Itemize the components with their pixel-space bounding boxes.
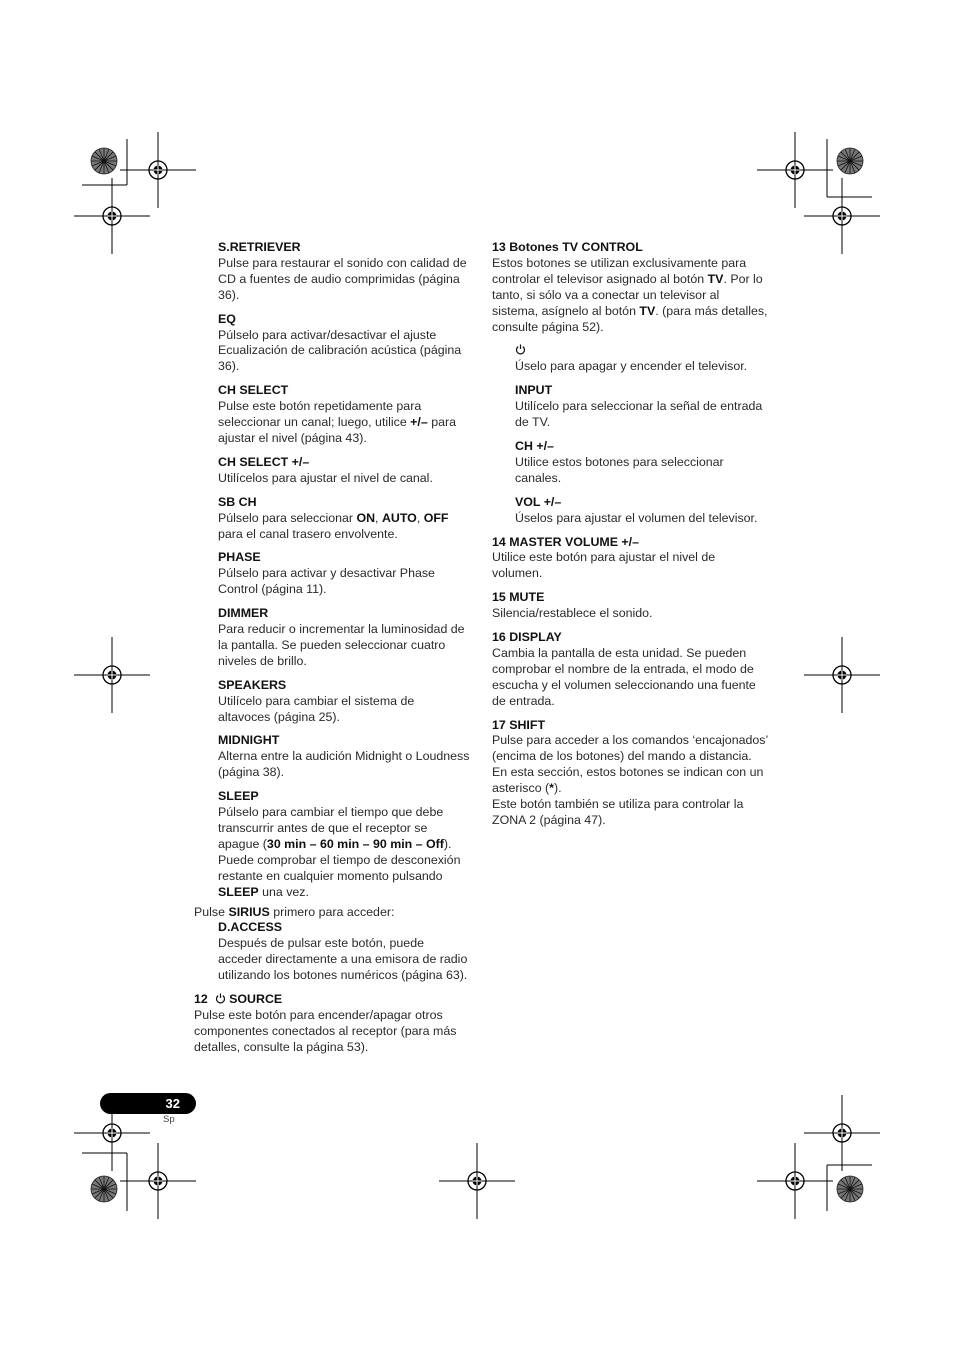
entry-ch-plus-minus (515, 439, 768, 487)
entry-text: Pulse para restaurar el sonido con calidad de CD a fuentes de audio comprimidas (página 36). (218, 255, 467, 302)
entry-title: SB CH (218, 494, 257, 509)
entry-mute (492, 590, 768, 622)
entry-text (218, 399, 470, 447)
entry-master-volume (492, 535, 768, 583)
section-number: 12 (194, 992, 208, 1007)
entry-title: MIDNIGHT (218, 733, 280, 748)
right-column (492, 240, 768, 837)
entry-dimmer (218, 606, 470, 670)
registration-mark (804, 637, 880, 713)
entry-title: CH +/– (515, 438, 554, 453)
entry-title: SPEAKERS (218, 677, 287, 692)
registration-mark (120, 132, 196, 208)
entry-title: INPUT (515, 383, 553, 398)
entry-text (492, 256, 768, 336)
text-segment: . (para más detalles, consulte página 52). (492, 303, 768, 334)
entry-text: Alterna entre la audición Midnight o Loudness (página 38). (218, 749, 470, 780)
entry-text: Úselos para ajustar el volumen del televisor. (515, 510, 758, 525)
text-segment: ). Puede comprobar el tiempo de desconexión restante en cualquier momento pulsando (218, 836, 461, 883)
section-heading: 16 DISPLAY (492, 630, 562, 645)
language-code: Sp (163, 1114, 175, 1125)
registration-mark (804, 178, 880, 254)
star-mark-top-right (837, 148, 863, 174)
star-mark-bottom-left (91, 1176, 117, 1202)
entry-display (492, 630, 768, 710)
entry-text: Utilícelos para ajustar el nivel de canal. (218, 470, 433, 485)
text-segment: Pulse este botón repetidamente para seleccionar un canal; luego, utilice (218, 399, 422, 430)
entry-text: Utilice este botón para ajustar el nivel de volumen. (492, 550, 716, 581)
entry-phase (218, 550, 470, 598)
entry-title: CH SELECT (218, 383, 289, 398)
text-bold: TV (639, 303, 656, 318)
entry-source (194, 992, 470, 1056)
registration-mark (804, 1095, 880, 1171)
section-heading: 14 MASTER VOLUME +/– (492, 534, 639, 549)
text-bold: OFF (423, 510, 449, 525)
section-heading: 15 MUTE (492, 590, 545, 605)
entry-midnight (218, 733, 470, 781)
text-segment: ). (553, 781, 562, 796)
entry-input (515, 383, 768, 431)
text-segment: primero para acceder: (269, 904, 395, 919)
sirius-note (194, 905, 470, 921)
text-bold: SLEEP (218, 884, 259, 899)
entry-text: Utilícelo para seleccionar la señal de entrada de TV. (515, 399, 763, 430)
entry-text: Púlselo para activar/desactivar el ajuste Ecualización de calibración acústica (página 36). (218, 327, 462, 374)
entry-text: Después de pulsar este botón, puede acceder directamente a una emisora de radio utilizando los botones numéricos (página 63). (218, 936, 468, 983)
entry-speakers (218, 678, 470, 726)
entry-text (218, 511, 470, 543)
entry-title: S.RETRIEVER (218, 240, 301, 254)
page-number: 32 (165, 1096, 180, 1111)
text-bold: * (549, 781, 554, 796)
entry-text: Silencia/restablece el sonido. (492, 606, 653, 621)
entry-title: SLEEP (218, 789, 259, 804)
registration-mark (74, 637, 150, 713)
entry-title: EQ (218, 311, 236, 326)
entry-title (515, 343, 768, 359)
text-segment: , (375, 510, 382, 525)
entry-text: Utilice estos botones para seleccionar canales. (515, 454, 724, 485)
text-bold: ON (356, 510, 376, 525)
text-segment: Pulse (194, 904, 229, 919)
entry-title: PHASE (218, 550, 261, 565)
entry-text (492, 733, 768, 797)
text-segment: una vez. (258, 884, 309, 899)
entry-ch-select-plus-minus (218, 455, 470, 487)
text-segment: Púlselo para seleccionar (218, 510, 357, 525)
entry-text: Este botón también se utiliza para controlar la ZONA 2 (página 47). (492, 797, 744, 827)
entry-text: Utilícelo para cambiar el sistema de altavoces (página 25). (218, 693, 415, 724)
section-heading: 13 Botones TV CONTROL (492, 240, 643, 254)
text-bold: 30 min – 60 min – 90 min – Off (266, 836, 444, 851)
registration-mark (74, 178, 150, 254)
entry-title: DIMMER (218, 606, 269, 621)
entry-text (218, 805, 470, 900)
entry-title-text: SOURCE (229, 992, 283, 1007)
registration-mark (120, 1143, 196, 1219)
entry-tv-power (515, 343, 768, 375)
entry-ch-select (218, 383, 470, 447)
star-mark-bottom-right (837, 1176, 863, 1202)
entry-vol-plus-minus (515, 495, 768, 527)
text-segment: Estos botones se utilizan exclusivamente para controlar el televisor asignado al botón (492, 255, 747, 286)
text-segment: . Por lo tanto, si sólo va a conectar un televisor al sistema, asígnelo al botón (492, 271, 763, 318)
entry-text: Para reducir o incrementar la luminosidad de la pantalla. Se pueden seleccionar cuatro niveles de brillo. (218, 622, 465, 668)
registration-mark (757, 132, 833, 208)
registration-mark (439, 1143, 515, 1219)
text-segment: para ajustar el nivel (página 43). (218, 415, 456, 445)
text-segment: para el canal trasero envolvente. (218, 526, 398, 541)
text-segment: , (416, 510, 424, 525)
page-number-tab (100, 1093, 196, 1114)
text-bold: AUTO (381, 510, 417, 525)
text-bold: +/– (410, 415, 428, 430)
entry-tv-control (492, 240, 768, 335)
entry-eq (218, 312, 470, 376)
power-icon (515, 344, 526, 355)
entry-shift (492, 718, 768, 829)
registration-mark (757, 1143, 833, 1219)
text-segment: Pulse para acceder a los comandos ‘encajonados’ (encima de los botones) del mando a distancia. En esta sección, estos botones se indican con un asterisco ( (492, 733, 768, 796)
entry-sretriever (218, 240, 470, 304)
entry-sb-ch (218, 495, 470, 543)
entry-title: VOL +/– (515, 494, 562, 509)
star-mark-top-left (91, 148, 117, 174)
text-bold: SIRIUS (228, 904, 270, 919)
entry-text: Cambia la pantalla de esta unidad. Se pueden comprobar el nombre de la entrada, el modo de escucha y el volumen seleccionando una fuente de entrada. (492, 645, 756, 708)
section-heading: 17 SHIFT (492, 717, 546, 732)
entry-title (194, 992, 470, 1008)
entry-title: D.ACCESS (218, 920, 283, 935)
entry-text: Úselo para apagar y encender el televisor. (515, 359, 748, 374)
entry-daccess (218, 920, 470, 984)
entry-title: CH SELECT +/– (218, 454, 310, 469)
power-icon (215, 993, 226, 1004)
entry-text: Púlselo para activar y desactivar Phase Control (página 11). (218, 566, 435, 597)
text-segment: Púlselo para cambiar el tiempo que debe transcurrir antes de que el receptor se apague ( (218, 805, 444, 851)
entry-sleep (218, 789, 470, 900)
text-bold: TV (707, 271, 724, 286)
entry-text: Pulse este botón para encender/apagar otros componentes conectados al receptor (para más detalles, consulte la página 53). (194, 1007, 457, 1054)
left-column (194, 240, 470, 1064)
